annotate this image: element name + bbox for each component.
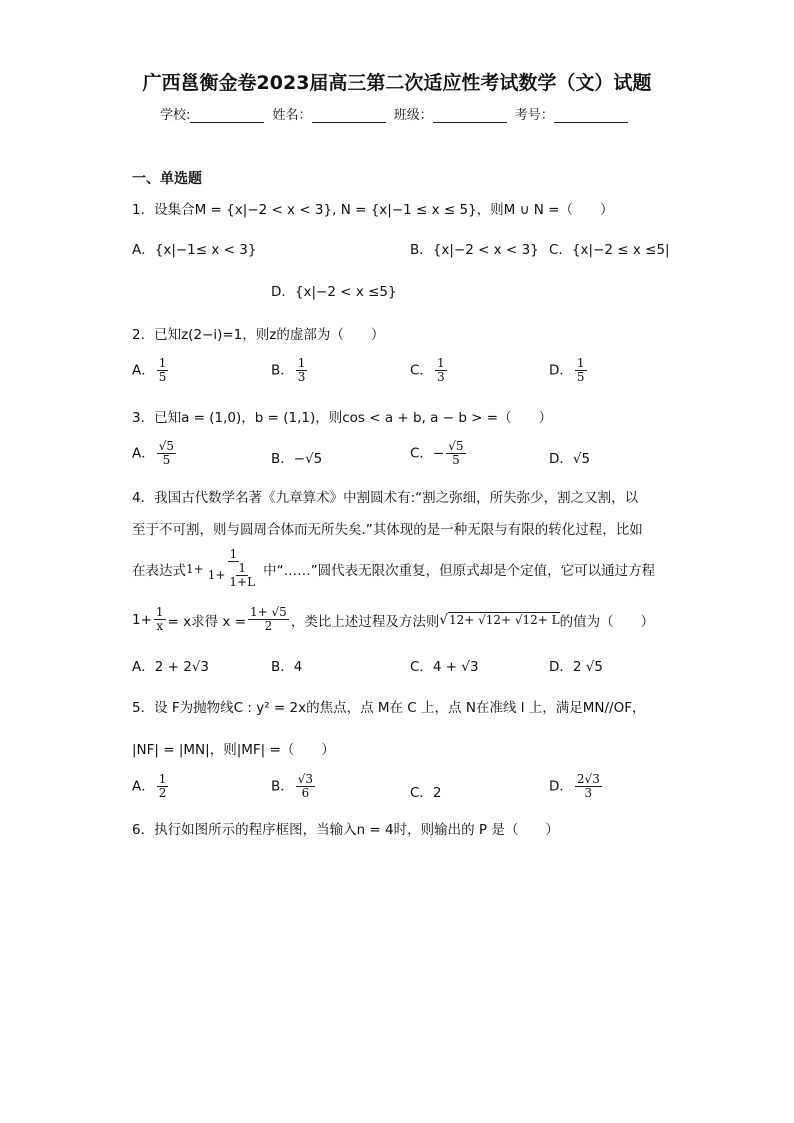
q2-a-num: 1 <box>158 356 167 370</box>
q4-option-b: B．4 <box>271 659 303 675</box>
q2-option-a <box>132 357 170 384</box>
q4-root-den: 2 <box>264 619 273 634</box>
q4-eq-den: x <box>156 619 164 634</box>
q4-option-c: C．4 + √3 <box>410 659 479 675</box>
q4-expr-inner-fraction <box>227 562 257 589</box>
q4-expr-outer-fraction <box>206 548 261 590</box>
q4-line2: 至于不可割，则与圆周合体而无所失矣.”其体现的是一种无限与有限的转化过程，比如 <box>132 522 643 538</box>
q4-expr-one: 1+ <box>186 561 204 576</box>
q5-a-num: 1 <box>158 772 167 786</box>
q3-option-b: B．−√5 <box>271 451 323 467</box>
q5-a-den: 2 <box>158 786 167 801</box>
q4-root-num: 1+ √5 <box>250 605 287 619</box>
q4-expr-inner-den: 1+L <box>229 575 256 590</box>
q3-a-den: 5 <box>162 453 171 468</box>
q3-a-label: A． <box>132 445 155 462</box>
q4-expr-inner-num: 1 <box>238 561 247 576</box>
q2-option-c <box>410 357 449 384</box>
q4-eq-fraction <box>154 606 166 633</box>
school-blank[interactable] <box>190 109 264 123</box>
q5-option-b <box>271 773 317 800</box>
name-blank[interactable] <box>312 109 386 123</box>
q3-c-den: 5 <box>452 453 460 468</box>
q4-root-fraction <box>248 606 289 633</box>
q5-d-num: 2√3 <box>576 772 600 786</box>
q2-c-den: 3 <box>436 370 445 385</box>
q5-option-d <box>549 773 604 800</box>
q4-eq-pre: 1+ <box>132 611 152 628</box>
q4-line3-pre: 在表达式 <box>132 562 186 579</box>
q5-a-label: A． <box>132 778 155 795</box>
q5-d-fraction <box>575 773 602 800</box>
q3-option-c <box>410 440 468 467</box>
q2-a-den: 5 <box>158 370 167 385</box>
exam-number-label: 考号： <box>514 108 554 123</box>
q2-option-d <box>549 357 589 384</box>
q4-line4-post: ，类比上述过程及方法则 <box>290 613 440 630</box>
q4-nested-radical: 12+ √12+ √12+ L <box>448 613 560 628</box>
q2-b-fraction <box>296 357 308 384</box>
q5-b-label: B． <box>271 778 294 795</box>
student-info-fields <box>160 104 632 123</box>
q5-d-label: D． <box>549 778 573 795</box>
q2-b-label: B． <box>271 362 294 379</box>
q4-option-a: A．2 + 2√3 <box>132 659 209 675</box>
q5-line2: |NF| = |MN|，则|MF| =（ ） <box>132 742 335 758</box>
exam-title: 广西邕衡金卷2023届高三第二次适应性考试数学（文）试题 <box>142 72 652 94</box>
q3-c-fraction <box>446 440 465 467</box>
q4-eq-num: 1 <box>155 605 164 619</box>
q5-d-den: 3 <box>584 786 593 801</box>
q1-stem: 1．设集合M = {x|−2 < x < 3}, N = {x|−1 ≤ x ≤ 5}，则M ∪ N =（ ） <box>132 202 614 218</box>
q3-a-num: √5 <box>158 439 175 453</box>
q5-a-fraction <box>157 773 169 800</box>
q5-b-num: √3 <box>297 772 314 786</box>
q1-option-b: B．{x|−2 < x < 3} <box>410 242 539 258</box>
q4-eq-mid: = x求得 x = <box>167 613 247 630</box>
q6-stem: 6．执行如图所示的程序框图，当输入n = 4时，则输出的 P 是（ ） <box>132 822 559 838</box>
q4-option-d: D．2 √5 <box>549 659 603 675</box>
q5-line1: 5．设 F为抛物线C : y² = 2x的焦点，点 M在 C 上，点 N在准线 l 上，满足MN//OF， <box>132 700 646 716</box>
q4-expr-den-pre: 1+ <box>207 568 226 583</box>
q1-option-c: C．{x|−2 ≤ x ≤5| <box>549 242 670 258</box>
q2-stem: 2．已知z(2−i)=1，则z的虚部为（ ） <box>132 327 385 343</box>
q2-c-label: C． <box>410 362 433 379</box>
q4-continued-fraction <box>186 548 263 590</box>
class-label: 班级： <box>393 108 433 123</box>
section-heading: 一、单选题 <box>132 171 202 187</box>
q2-option-b <box>271 357 309 384</box>
q5-option-a <box>132 773 170 800</box>
q3-c-label: C．− <box>410 445 445 462</box>
q4-expr-num: 1 <box>229 547 238 561</box>
q4-line3-post: 中“……”圆代表无限次重复，但原式却是个定值，它可以通过方程 <box>263 562 656 579</box>
q4-line4-end: 的值为（ ） <box>559 613 655 630</box>
q2-a-fraction <box>157 357 169 384</box>
q2-d-den: 5 <box>576 370 585 385</box>
q3-stem: 3．已知a = (1,0)，b = (1,1)，则cos < a + b, a − b > =（ ） <box>132 410 553 426</box>
exam-number-blank[interactable] <box>554 109 628 123</box>
q2-b-num: 1 <box>297 356 306 370</box>
q4-line4 <box>132 606 654 633</box>
name-label: 姓名： <box>272 108 312 123</box>
q2-c-fraction <box>435 357 447 384</box>
class-blank[interactable] <box>433 109 507 123</box>
q3-option-a <box>132 440 178 467</box>
q2-d-num: 1 <box>576 356 585 370</box>
q3-c-num: √5 <box>448 439 464 453</box>
q2-a-label: A． <box>132 362 155 379</box>
q5-b-fraction <box>296 773 315 800</box>
q5-option-c: C．2 <box>410 785 442 801</box>
q2-d-fraction <box>575 357 587 384</box>
school-label: 学校: <box>160 108 191 123</box>
q3-option-d: D．√5 <box>549 451 591 467</box>
q2-d-label: D． <box>549 362 573 379</box>
q2-b-den: 3 <box>297 370 306 385</box>
q4-expr-den <box>206 562 261 589</box>
q2-c-num: 1 <box>436 356 445 370</box>
q1-option-d: D．{x|−2 < x ≤5} <box>271 284 397 300</box>
radical-icon: √ <box>439 611 448 628</box>
q5-b-den: 6 <box>301 786 310 801</box>
q4-line1: 4．我国古代数学名著《九章算术》中割圆术有:“割之弥细，所失弥少，割之又割，以 <box>132 490 639 506</box>
q1-option-a: A．{x|−1≤ x < 3} <box>132 242 257 258</box>
q4-line3 <box>132 548 655 590</box>
q3-a-fraction <box>157 440 176 467</box>
